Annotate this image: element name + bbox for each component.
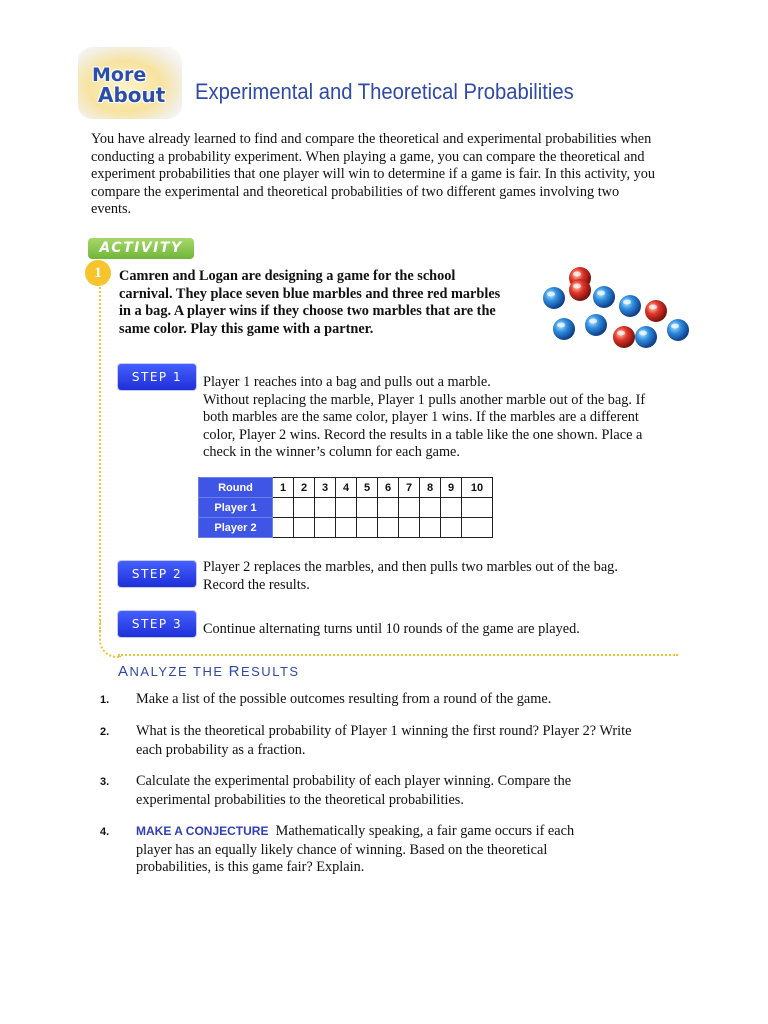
question-number: 4. [100,826,110,838]
step-3-badge: STEP 3 [118,611,196,637]
marble-highlight [649,305,657,310]
step-1-line2: Without replacing the marble, Player 1 pulls another marble out of the bag. If both marbles are the same color, player 1 wins. If the marbles are a different color, Player 2 wins. Record the results in a table like the one shown. Place a check in the winner’s column for each game. [203,391,646,460]
table-cell[interactable] [336,498,357,518]
round-header: 8 [420,478,441,498]
question-text: Mathematically speaking, a fair game occurs if each player has an equally likely chance of winning. Based on the theoretical probabilities, is this game fair? Explain. [136,823,575,875]
step-1-line1: Player 1 reaches into a bag and pulls out a marble. [203,374,491,390]
make-a-conjecture-label: MAKE A CONJECTURE [136,824,269,838]
table-row-player-1 [199,498,493,518]
activity-number-badge: 1 [85,260,111,286]
table-cell[interactable] [378,518,399,538]
intro-paragraph: You have already learned to find and compare the theoretical and experimental probabilities when conducting a probability experiment. When playing a game, you can compare the theoretical and experiment probabilities that one player will win to determine if a game is fair. In this activity, you compare the experimental and theoretical probabilities of two different games involving two events. [91,131,656,217]
round-header: 1 [273,478,294,498]
round-header: 9 [441,478,462,498]
marble-highlight [557,323,565,328]
step-1-badge: STEP 1 [118,364,196,390]
analyze-heading-word1: NALYZE THE [129,664,229,679]
analyze-heading-r: R [228,663,241,680]
blue-marble [553,318,575,340]
more-about-logo [78,47,182,119]
table-row-player-2 [199,518,493,538]
marble-highlight [623,300,631,305]
blue-marble [593,286,615,308]
marble-highlight [671,324,679,329]
table-cell[interactable] [462,518,493,538]
table-cell[interactable] [294,518,315,538]
question-text: Calculate the experimental probability of each player winning. Compare the experimental probabilities to the theoretical probabilities. [136,773,572,808]
page-title: Experimental and Theoretical Probabilities [195,79,574,104]
red-marble [613,326,635,348]
round-header: 6 [378,478,399,498]
round-header: 5 [357,478,378,498]
row-label-player-2: Player 2 [199,518,273,538]
table-cell[interactable] [357,518,378,538]
analyze-heading-a: A [118,663,130,680]
table-cell[interactable] [441,498,462,518]
round-header: 7 [399,478,420,498]
table-cell[interactable] [462,498,493,518]
table-cell[interactable] [294,498,315,518]
round-header: 10 [462,478,493,498]
activity-badge: ACTIVITY [88,238,194,259]
marble-highlight [573,284,581,289]
marble-highlight [573,272,581,277]
blue-marble [585,314,607,336]
activity-problem-text: Camren and Logan are designing a game for the school carnival. They place seven blue marbles and three red marbles in a bag. A player wins if they choose two marbles that are the same color. Play this game with a partner. [119,268,501,337]
marble-highlight [547,292,555,297]
question-1 [100,691,638,710]
table-cell[interactable] [420,498,441,518]
question-3 [100,773,638,809]
activity-dotted-bottom [118,654,678,656]
marble-highlight [617,331,625,336]
table-cell[interactable] [315,518,336,538]
logo-more-text: More [92,64,147,86]
question-number: 1. [100,694,110,706]
question-text: What is the theoretical probability of Player 1 winning the first round? Player 2? Write each probability as a fraction. [136,723,632,758]
question-2 [100,723,638,759]
rounds-table [198,477,493,538]
table-cell[interactable] [273,518,294,538]
question-4 [100,823,598,877]
blue-marble [635,326,657,348]
table-cell[interactable] [378,498,399,518]
red-marble [569,279,591,301]
table-cell[interactable] [441,518,462,538]
table-cell[interactable] [273,498,294,518]
round-header: 3 [315,478,336,498]
blue-marble [667,319,689,341]
table-cell[interactable] [399,498,420,518]
marbles-image [536,262,706,358]
table-cell[interactable] [420,518,441,538]
question-number: 3. [100,776,110,788]
round-header: 4 [336,478,357,498]
row-label-player-1: Player 1 [199,498,273,518]
table-cell[interactable] [315,498,336,518]
analyze-heading [118,663,300,680]
activity-dotted-border [99,272,101,632]
marble-highlight [589,319,597,324]
marble-highlight [597,291,605,296]
step-3-text: Continue alternating turns until 10 rounds of the game are played. [203,621,580,637]
question-text: Make a list of the possible outcomes resulting from a round of the game. [136,691,552,707]
table-cell[interactable] [357,498,378,518]
step-1-text [203,374,658,462]
table-cell[interactable] [399,518,420,538]
step-2-badge: STEP 2 [118,561,196,587]
round-header: 2 [294,478,315,498]
logo-about-text: About [98,83,166,107]
table-header-row [199,478,493,498]
table-header-round: Round [199,478,273,498]
blue-marble [619,295,641,317]
analyze-heading-word2: ESULTS [240,664,300,679]
table-cell[interactable] [336,518,357,538]
marble-highlight [639,331,647,336]
step-2-text: Player 2 replaces the marbles, and then pulls two marbles out of the bag. Record the results. [203,559,618,593]
blue-marble [543,287,565,309]
question-number: 2. [100,726,110,738]
red-marble [645,300,667,322]
